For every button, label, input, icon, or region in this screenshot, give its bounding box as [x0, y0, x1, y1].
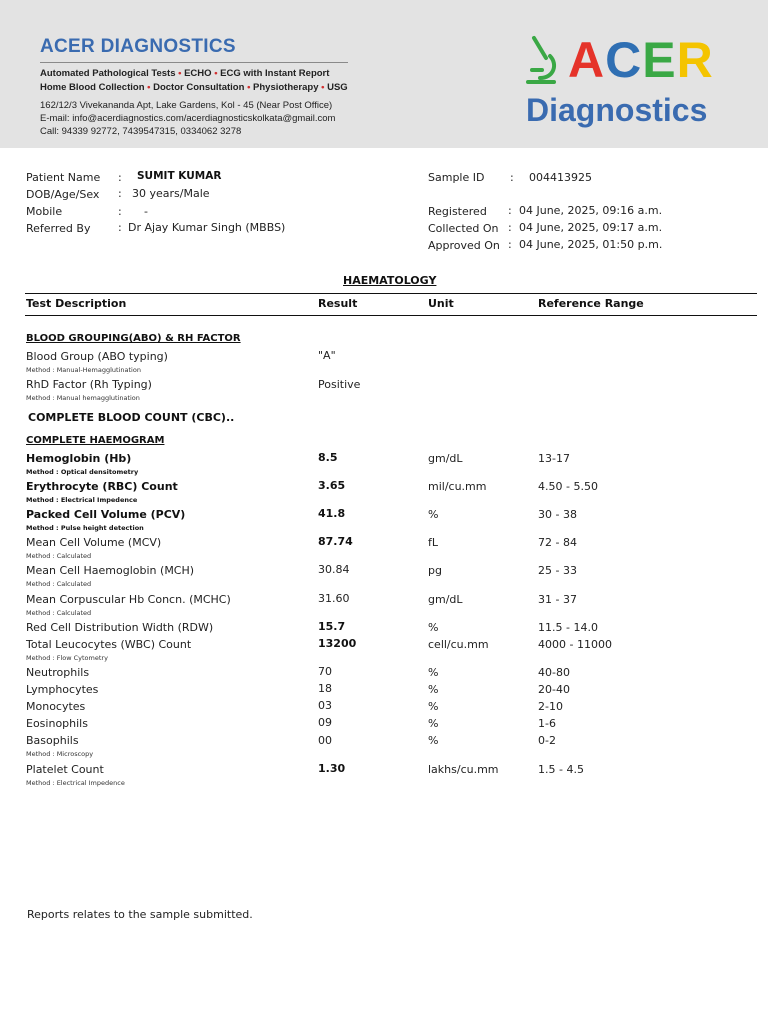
- column-header-test: Test Description: [26, 297, 127, 310]
- test-name: Platelet Count: [26, 763, 104, 776]
- service-item: USG: [327, 82, 348, 93]
- service-item: ECG with Instant Report: [220, 68, 330, 79]
- collected-label: Collected On: [428, 222, 499, 235]
- test-unit: %: [428, 666, 439, 679]
- column-header-unit: Unit: [428, 297, 454, 310]
- test-result: 41.8: [318, 507, 346, 520]
- test-unit: %: [428, 683, 439, 696]
- test-name: Mean Cell Haemoglobin (MCH): [26, 564, 195, 577]
- test-result: 87.74: [318, 535, 353, 548]
- lab-email: E-mail: info@acerdiagnostics.com/acerdiagnosticskolkata@gmail.com: [40, 113, 336, 124]
- test-range: 4000 - 11000: [538, 638, 612, 651]
- test-unit: %: [428, 734, 439, 747]
- services-line-2: [40, 82, 348, 93]
- test-result: "A": [318, 349, 336, 362]
- colon: :: [508, 204, 512, 217]
- patient-name: SUMIT KUMAR: [137, 170, 222, 182]
- test-method: Method : Calculated: [26, 552, 92, 560]
- table-top-rule: [25, 293, 757, 294]
- test-method: Method : Manual-Hemagglutination: [26, 366, 141, 374]
- service-item: Physiotherapy: [253, 82, 319, 93]
- colon: :: [118, 171, 122, 184]
- referred-value: Dr Ajay Kumar Singh (MBBS): [128, 221, 286, 234]
- test-method: Method : Microscopy: [26, 750, 94, 758]
- test-unit: cell/cu.mm: [428, 638, 489, 651]
- header-divider: [40, 62, 348, 63]
- test-method: Method : Flow Cytometry: [26, 654, 108, 662]
- test-range: 1.5 - 4.5: [538, 763, 584, 776]
- logo-letter: C: [605, 32, 643, 88]
- test-range: 4.50 - 5.50: [538, 480, 598, 493]
- test-method: Method : Calculated: [26, 609, 92, 617]
- microscope-icon: [524, 34, 558, 86]
- test-result: 70: [318, 665, 332, 678]
- colon: :: [508, 238, 512, 251]
- mobile-value: -: [144, 205, 148, 218]
- test-result: 03: [318, 699, 332, 712]
- test-method: Method : Electrical Impedence: [26, 496, 138, 504]
- lab-name: ACER DIAGNOSTICS: [40, 36, 236, 57]
- report-header: [0, 0, 768, 148]
- test-name: Red Cell Distribution Width (RDW): [26, 621, 214, 634]
- test-name: Neutrophils: [26, 666, 90, 679]
- test-result: 13200: [318, 637, 357, 650]
- test-result: 30.84: [318, 563, 350, 576]
- test-range: 31 - 37: [538, 593, 577, 606]
- test-result: 8.5: [318, 451, 338, 464]
- test-range: 25 - 33: [538, 564, 577, 577]
- colon: :: [510, 171, 514, 184]
- dob-label: DOB/Age/Sex: [26, 188, 100, 201]
- test-name: RhD Factor (Rh Typing): [26, 378, 152, 391]
- test-result: 00: [318, 734, 332, 747]
- mobile-label: Mobile: [26, 205, 63, 218]
- colon: :: [118, 221, 122, 234]
- test-range: 11.5 - 14.0: [538, 621, 598, 634]
- test-method: Method : Calculated: [26, 580, 92, 588]
- test-unit: fL: [428, 536, 439, 549]
- service-item: Automated Pathological Tests: [40, 68, 176, 79]
- test-unit: %: [428, 717, 439, 730]
- group-title-haemogram: COMPLETE HAEMOGRAM: [26, 435, 165, 446]
- test-range: 20-40: [538, 683, 570, 696]
- test-result: 09: [318, 716, 332, 729]
- bullet-icon: •: [247, 82, 254, 93]
- test-unit: gm/dL: [428, 452, 463, 465]
- test-method: Method : Manual hemagglutination: [26, 394, 140, 402]
- test-result: Positive: [318, 378, 361, 391]
- test-name: Monocytes: [26, 700, 86, 713]
- test-result: 1.30: [318, 762, 346, 775]
- colon: :: [118, 187, 122, 200]
- test-unit: gm/dL: [428, 593, 463, 606]
- dob-value: 30 years/Male: [132, 187, 210, 200]
- test-name: Mean Cell Volume (MCV): [26, 536, 162, 549]
- test-name: Hemoglobin (Hb): [26, 452, 132, 465]
- test-unit: lakhs/cu.mm: [428, 763, 499, 776]
- test-result: 31.60: [318, 592, 350, 605]
- logo-wordmark: [568, 34, 714, 86]
- approved-value: 04 June, 2025, 01:50 p.m.: [519, 238, 663, 251]
- test-result: 18: [318, 682, 332, 695]
- section-title: HAEMATOLOGY: [343, 274, 437, 287]
- test-name: Eosinophils: [26, 717, 88, 730]
- test-name: Total Leucocytes (WBC) Count: [26, 638, 192, 651]
- patient-name-label: Patient Name: [26, 171, 101, 184]
- test-name: Basophils: [26, 734, 79, 747]
- test-range: 30 - 38: [538, 508, 577, 521]
- logo-letter: R: [676, 32, 714, 88]
- referred-label: Referred By: [26, 222, 91, 235]
- column-header-range: Reference Range: [538, 297, 644, 310]
- test-unit: %: [428, 700, 439, 713]
- test-unit: %: [428, 508, 439, 521]
- test-range: 40-80: [538, 666, 570, 679]
- column-header-result: Result: [318, 297, 358, 310]
- test-method: Method : Electrical Impedence: [26, 779, 125, 787]
- service-item: ECHO: [184, 68, 212, 79]
- test-unit: %: [428, 621, 439, 634]
- test-result: 3.65: [318, 479, 346, 492]
- test-unit: pg: [428, 564, 442, 577]
- logo-letter: E: [642, 32, 677, 88]
- services-line-1: [40, 68, 329, 79]
- table-header-rule: [25, 315, 757, 316]
- collected-value: 04 June, 2025, 09:17 a.m.: [519, 221, 663, 234]
- test-range: 2-10: [538, 700, 563, 713]
- test-method: Method : Pulse height detection: [26, 524, 144, 532]
- test-name: Lymphocytes: [26, 683, 99, 696]
- lab-address: 162/12/3 Vivekananda Apt, Lake Gardens, Kol - 45 (Near Post Office): [40, 100, 333, 111]
- bullet-icon: •: [178, 68, 185, 79]
- sample-id-label: Sample ID: [428, 171, 485, 184]
- test-range: 72 - 84: [538, 536, 577, 549]
- test-name: Mean Corpuscular Hb Concn. (MCHC): [26, 593, 231, 606]
- bullet-icon: •: [147, 82, 154, 93]
- approved-label: Approved On: [428, 239, 500, 252]
- registered-value: 04 June, 2025, 09:16 a.m.: [519, 204, 663, 217]
- colon: :: [118, 205, 122, 218]
- test-name: Blood Group (ABO typing): [26, 350, 168, 363]
- test-name: Erythrocyte (RBC) Count: [26, 480, 178, 493]
- report-footer-note: Reports relates to the sample submitted.: [27, 908, 253, 921]
- service-item: Doctor Consultation: [153, 82, 245, 93]
- logo-subtitle: Diagnostics: [526, 92, 708, 128]
- sample-id: 004413925: [529, 171, 592, 184]
- service-item: Home Blood Collection: [40, 82, 145, 93]
- test-range: 1-6: [538, 717, 556, 730]
- test-unit: mil/cu.mm: [428, 480, 487, 493]
- cbc-title: COMPLETE BLOOD COUNT (CBC)..: [28, 411, 235, 424]
- test-name: Packed Cell Volume (PCV): [26, 508, 186, 521]
- test-result: 15.7: [318, 620, 346, 633]
- logo-letter: A: [568, 32, 606, 88]
- test-range: 13-17: [538, 452, 570, 465]
- lab-phone: Call: 94339 92772, 7439547315, 0334062 3278: [40, 126, 242, 137]
- group-title-blood-grouping: BLOOD GROUPING(ABO) & RH FACTOR: [26, 333, 241, 344]
- test-range: 0-2: [538, 734, 556, 747]
- test-method: Method : Optical densitometry: [26, 468, 139, 476]
- colon: :: [508, 221, 512, 234]
- bullet-icon: •: [321, 82, 328, 93]
- bullet-icon: •: [214, 68, 221, 79]
- registered-label: Registered: [428, 205, 487, 218]
